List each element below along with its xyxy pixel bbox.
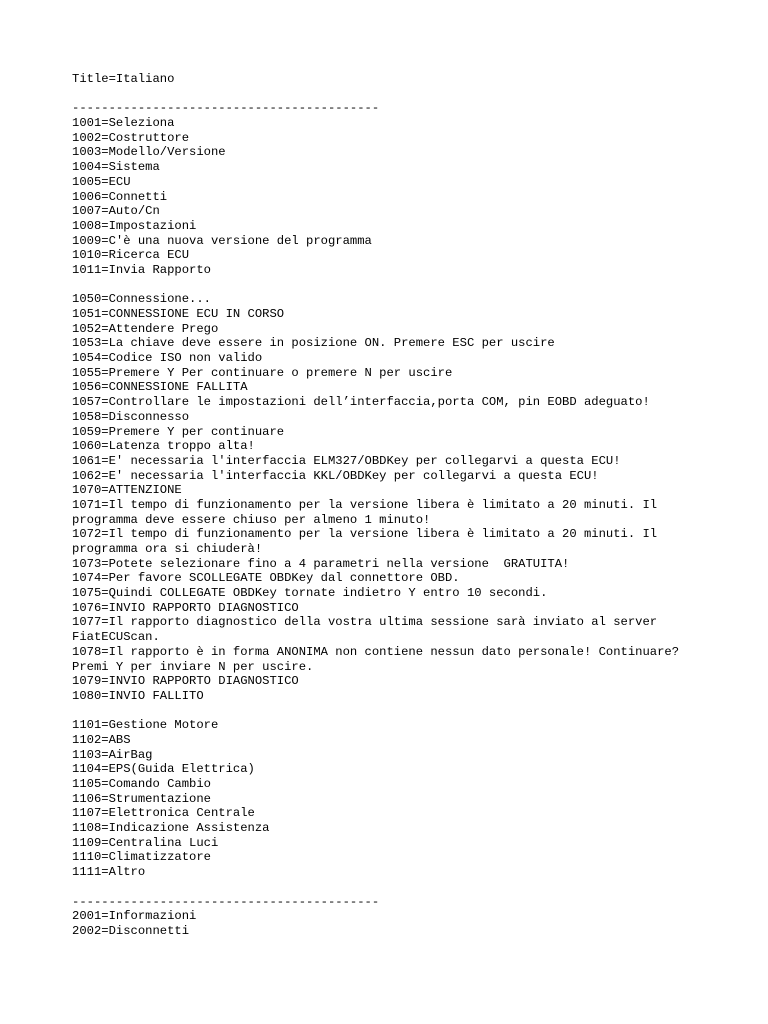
text-line: 1080=INVIO FALLITO <box>72 688 204 703</box>
text-line: 1106=Strumentazione <box>72 791 211 806</box>
text-line: 1108=Indicazione Assistenza <box>72 821 270 836</box>
text-line: 1110=Climatizzatore <box>72 850 211 865</box>
text-line: 1107=Elettronica Centrale <box>72 806 255 821</box>
text-line: 2002=Disconnetti <box>72 923 190 938</box>
text-line: 1074=Per favore SCOLLEGATE OBDKey dal connettore OBD. <box>72 571 460 586</box>
text-line: 1003=Modello/Versione <box>72 145 226 160</box>
text-line: 1053=La chiave deve essere in posizione ON. Premere ESC per uscire <box>72 336 555 351</box>
text-line: 1102=ABS <box>72 732 131 747</box>
text-line: 1075=Quindi COLLEGATE OBDKey tornate indietro Y entro 10 secondi. <box>72 586 548 601</box>
text-line: 1050=Connessione... <box>72 292 211 307</box>
text-line: 1051=CONNESSIONE ECU IN CORSO <box>72 307 285 321</box>
text-line: 1007=Auto/Cn <box>72 204 160 219</box>
text-line: 1076=INVIO RAPPORTO DIAGNOSTICO <box>72 600 299 615</box>
text-line: 2001=Informazioni <box>72 909 197 924</box>
text-line: 1002=Costruttore <box>72 130 190 145</box>
text-line: Premi Y per inviare N per uscire. <box>72 659 314 674</box>
text-line: 1005=ECU <box>72 174 131 189</box>
text-line: ------------------------------------------ <box>72 101 380 116</box>
text-line: 1079=INVIO RAPPORTO DIAGNOSTICO <box>72 674 299 689</box>
text-line: 1109=Centralina Luci <box>72 835 219 850</box>
blank-line <box>72 278 752 293</box>
text-line: 1105=Comando Cambio <box>72 777 211 791</box>
blank-line <box>72 880 752 895</box>
text-line: 1052=Attendere Prego <box>72 321 219 336</box>
text-line: 1070=ATTENZIONE <box>72 483 182 498</box>
text-line: 1060=Latenza troppo alta! <box>72 439 255 454</box>
text-line: 1062=E' necessaria l'interfaccia KKL/OBDKey per collegarvi a questa ECU! <box>72 468 599 483</box>
text-line: ------------------------------------------ <box>72 894 380 909</box>
text-line: 1061=E' necessaria l'interfaccia ELM327/OBDKey per collegarvi a questa ECU! <box>72 453 621 468</box>
text-line: 1011=Invia Rapporto <box>72 262 211 277</box>
text-line: 1008=Impostazioni <box>72 218 197 233</box>
text-line: 1103=AirBag <box>72 747 153 762</box>
text-line: 1059=Premere Y per continuare <box>72 424 285 439</box>
text-line: programma ora si chiuderà! <box>72 542 263 556</box>
text-line: Title=Italiano <box>72 72 175 86</box>
blank-line <box>72 704 752 719</box>
blank-line <box>72 87 752 102</box>
text-line: 1077=Il rapporto diagnostico della vostra ultima sessione sarà inviato al server <box>72 615 658 630</box>
text-line: 1006=Connetti <box>72 189 168 204</box>
text-line: 1056=CONNESSIONE FALLITA <box>72 380 248 395</box>
text-line: 1010=Ricerca ECU <box>72 248 190 263</box>
text-line: 1101=Gestione Motore <box>72 718 219 733</box>
text-line: 1055=Premere Y Per continuare o premere N per uscire <box>72 365 453 380</box>
document-page <box>72 72 752 939</box>
text-line: 1071=Il tempo di funzionamento per la versione libera è limitato a 20 minuti. Il <box>72 497 658 512</box>
text-line: 1111=Altro <box>72 865 146 880</box>
text-line: 1078=Il rapporto è in forma ANONIMA non contiene nessun dato personale! Continuare? <box>72 644 680 659</box>
text-line: 1104=EPS(Guida Elettrica) <box>72 762 255 777</box>
text-line: 1004=Sistema <box>72 160 160 175</box>
text-line: 1054=Codice ISO non valido <box>72 351 263 366</box>
text-line: 1001=Seleziona <box>72 116 175 131</box>
text-line: FiatECUScan. <box>72 630 160 645</box>
text-line: 1057=Controllare le impostazioni dell’interfaccia,porta COM, pin EOBD adeguato! <box>72 395 650 410</box>
text-line: 1072=Il tempo di funzionamento per la versione libera è limitato a 20 minuti. Il <box>72 527 658 542</box>
text-line: 1073=Potete selezionare fino a 4 parametri nella versione GRATUITA! <box>72 556 570 571</box>
text-line: programma deve essere chiuso per almeno 1 minuto! <box>72 512 431 527</box>
text-line: 1009=C'è una nuova versione del programma <box>72 233 372 248</box>
text-line: 1058=Disconnesso <box>72 409 190 424</box>
